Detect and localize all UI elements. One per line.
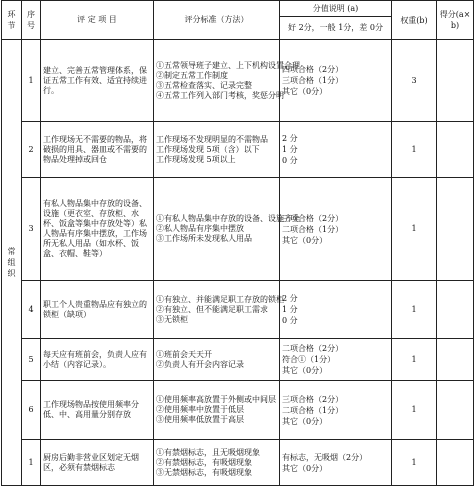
assessment-table	[1, 0, 474, 486]
row-score	[437, 440, 474, 486]
row-score	[437, 122, 474, 178]
row-item: 工作现场物品按使用频率分低、中、高用量分别存放	[41, 381, 154, 440]
header-segment: 环节	[2, 1, 22, 40]
table-row	[2, 339, 474, 381]
row-seq: 4	[22, 281, 41, 339]
row-criteria: ①五常领导班子建立、上下机构设置合理 ②制定五常工作制度 ③五常检查落实、记录完整 ④五常工作列入部门考核，奖惩分明	[154, 40, 280, 122]
row-score-desc: 2 分 1 分 0 分	[280, 122, 392, 178]
header-score-sub: 好 2分，一般 1分，差 0分	[280, 17, 392, 40]
row-item: 厨房后勤非营业区划定无烟区，必须有禁烟标志	[41, 440, 154, 486]
row-criteria: ①使用频率高放置于外侧或中间层 ②使用频率中放置于低层 ③使用频率低放置于高层	[154, 381, 280, 440]
row-score	[437, 281, 474, 339]
table-row	[2, 381, 474, 440]
header-item: 评 定 项 目	[41, 1, 154, 40]
table-row	[2, 281, 474, 339]
row-item: 每天应有班前会，负责人应有小结（内容记录）。	[41, 339, 154, 381]
row-item: 工作现场无不需要的物品，将破损的用具、器皿或不需要的物品处理掉或回仓	[41, 122, 154, 178]
row-seq: 5	[22, 339, 41, 381]
table-row	[2, 440, 474, 486]
row-seq: 3	[22, 178, 41, 281]
row-criteria: ①有独立、并能满足职工存放的锁柜 ②有独立、但不能满足职工需求 ③无锁柜	[154, 281, 280, 339]
row-criteria: 工作现场不发现明显的不需物品 工作现场发现 5项（含）以下 工作现场发现 5项以上	[154, 122, 280, 178]
row-weight: 1	[392, 178, 437, 281]
table-row	[2, 40, 474, 122]
row-score-desc: 2 分 1 分 0 分	[280, 281, 392, 339]
header-score: 得分(a×b)	[437, 1, 474, 40]
row-score	[437, 40, 474, 122]
row-score-desc: 二项合格（2分） 符合①（1分） 其它（0分）	[280, 339, 392, 381]
row-score	[437, 178, 474, 281]
row-weight: 3	[392, 40, 437, 122]
row-item: 职工个人贵重物品应有独立的锁柜（缺项）	[41, 281, 154, 339]
row-seq: 6	[22, 381, 41, 440]
row-item: 建立、完善五常管理体系，保证五常工作有效、适宜持续进行。	[41, 40, 154, 122]
row-weight: 1	[392, 381, 437, 440]
table-row	[2, 178, 474, 281]
row-score-desc: 三项合格（2分） 二项合格（1分） 其它（0分）	[280, 178, 392, 281]
row-score	[437, 339, 474, 381]
row-weight: 1	[392, 281, 437, 339]
row-seq: 2	[22, 122, 41, 178]
group-label: 常组织	[2, 40, 22, 486]
row-weight: 1	[392, 440, 437, 486]
row-seq: 1	[22, 40, 41, 122]
header-criteria: 评分标准（方法）	[154, 1, 280, 40]
row-criteria: ①有私人物品集中存放的设备、设施齐全 ②私人物品有序集中摆放 ③工作场所未发现私人用品	[154, 178, 280, 281]
row-score-desc: 四项合格（2分） 三项合格（1分） 其它（0分）	[280, 40, 392, 122]
row-criteria: ①有禁烟标志，且无吸烟现象 ②有禁烟标志，有吸烟现象 ③无禁烟标志，有吸烟现象	[154, 440, 280, 486]
row-score-desc: 三项合格（2分） 二项合格（1分） 其它（0分）	[280, 381, 392, 440]
header-score-desc: 分值说明 (a)	[280, 1, 392, 17]
header-seq: 序号	[22, 1, 41, 40]
table-row	[2, 122, 474, 178]
row-item: 有私人物品集中存放的设备、设施（更衣室、存放柜、水杯、饭盒等集中存放处等）私人物品有序集中摆放，工作场所无私人用品（如水杯、饭盒、衣帽、鞋等）	[41, 178, 154, 281]
row-score-desc: 有标志，无吸烟（2分） 其它（0分）	[280, 440, 392, 486]
row-score	[437, 381, 474, 440]
row-weight: 1	[392, 339, 437, 381]
row-weight: 1	[392, 122, 437, 178]
header-weight: 权重(b)	[392, 1, 437, 40]
row-criteria: ①班前会天天开 ②负责人有开会内容记录	[154, 339, 280, 381]
row-seq: 1	[22, 440, 41, 486]
